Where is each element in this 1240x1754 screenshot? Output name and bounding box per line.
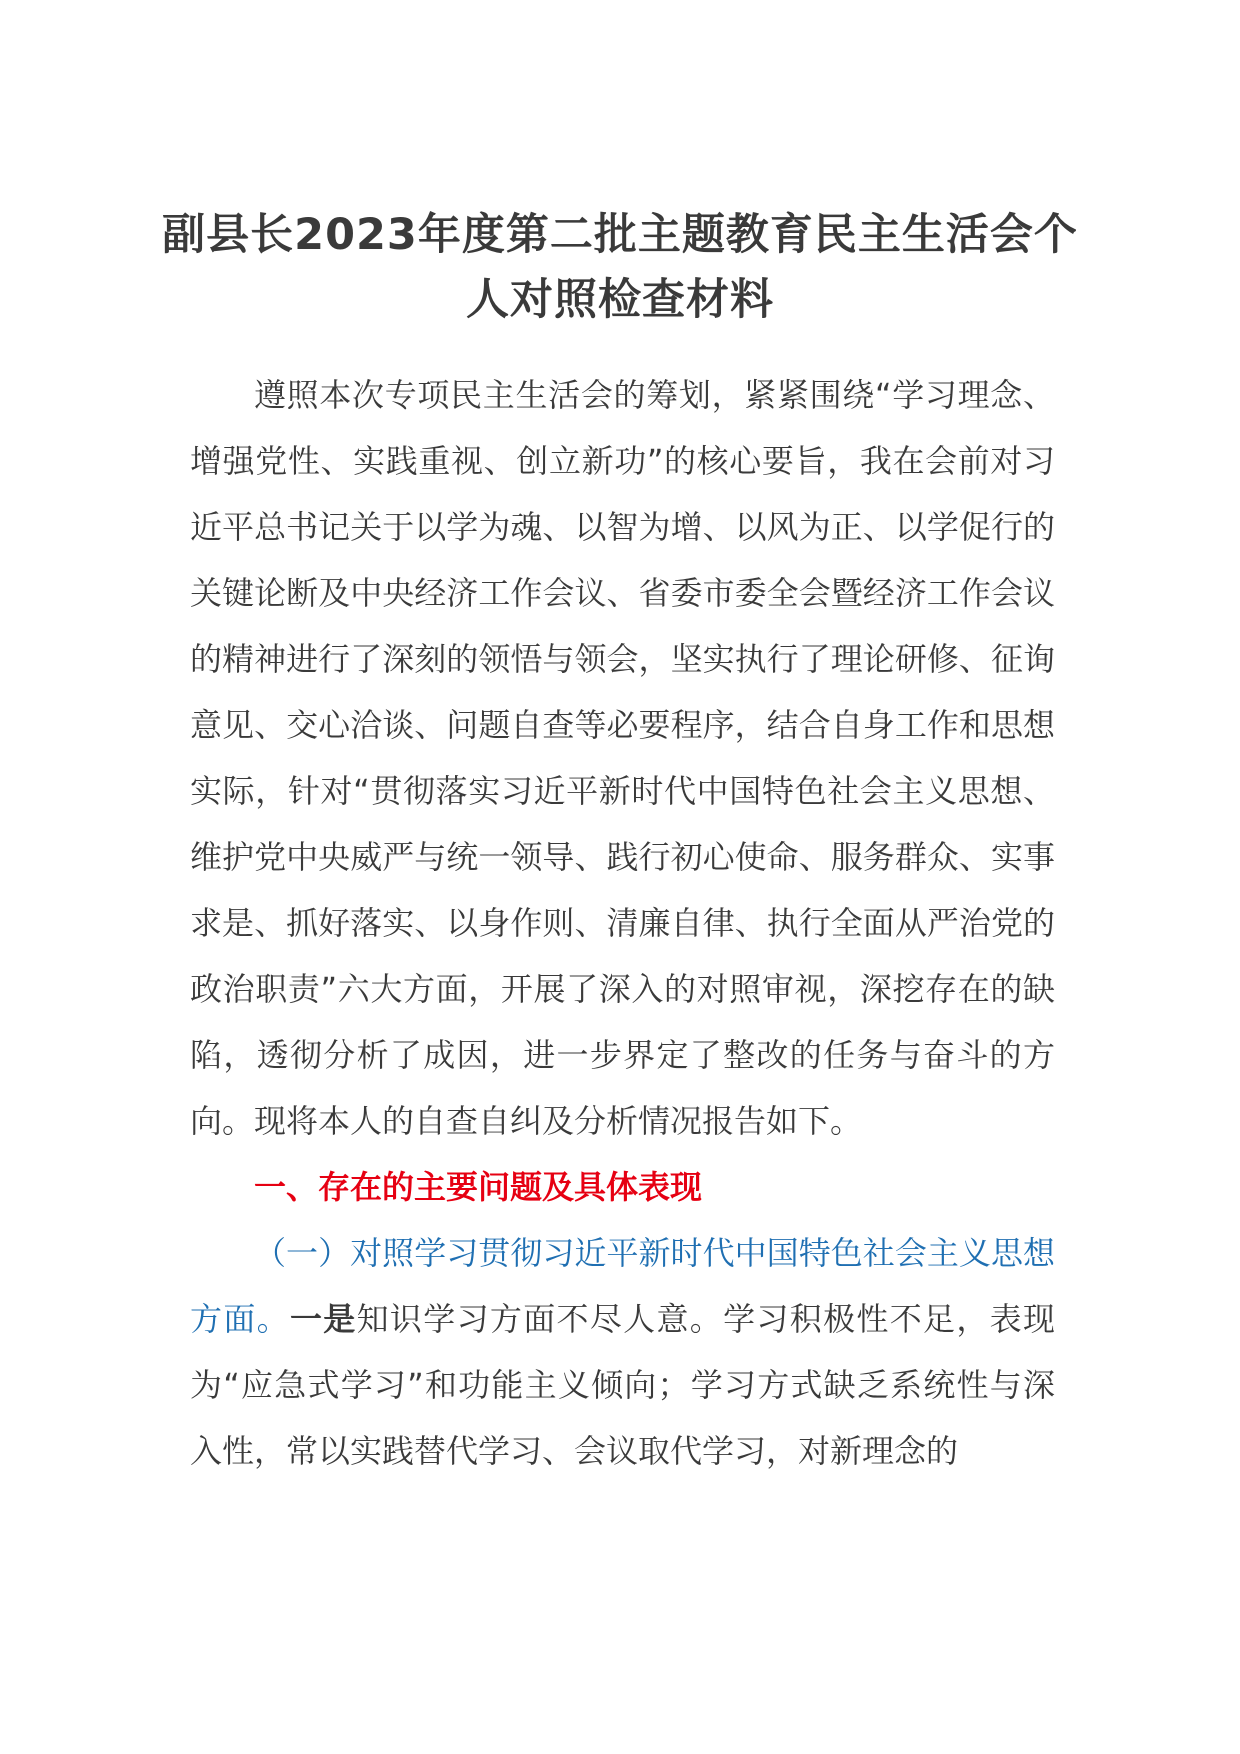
subsection-heading: （一）对照学习贯彻习近平新时代中国特色社会主义思想方面。	[190, 1234, 1055, 1338]
point-label: 一是	[289, 1300, 357, 1338]
point-text: 知识学习方面不尽人意。学习积极性不足，表现为“应急式学习”和功能主义倾向；学习方式缺乏系统性与深入性，常以实践替代学习、会议取代学习，对新理念的	[190, 1300, 1055, 1470]
subsection-paragraph	[190, 1220, 1055, 1484]
section-heading: 一、存在的主要问题及具体表现	[254, 1168, 703, 1206]
document-title: 副县长2023年度第二批主题教育民主生活会个人对照检查材料	[162, 210, 1078, 325]
document-body	[190, 362, 1055, 1484]
intro-paragraph: 遵照本次专项民主生活会的筹划，紧紧围绕“学习理念、增强党性、实践重视、创立新功”的核心要旨，我在会前对习近平总书记关于以学为魂、以智为增、以风为正、以学促行的关键论断及中央经济工作会议、省委市委全会暨经济工作会议的精神进行了深刻的领悟与领会，坚实执行了理论研修、征询意见、交心洽谈、问题自查等必要程序，结合自身工作和思想实际，针对“贯彻落实习近平新时代中国特色社会主义思想、维护党中央威严与统一领导、践行初心使命、服务群众、实事求是、抓好落实、以身作则、清廉自律、执行全面从严治党的政治职责”六大方面，开展了深入的对照审视，深挖存在的缺陷，透彻分析了成因，进一步界定了整改的任务与奋斗的方向。现将本人的自查自纠及分析情况报告如下。	[190, 376, 1055, 1140]
